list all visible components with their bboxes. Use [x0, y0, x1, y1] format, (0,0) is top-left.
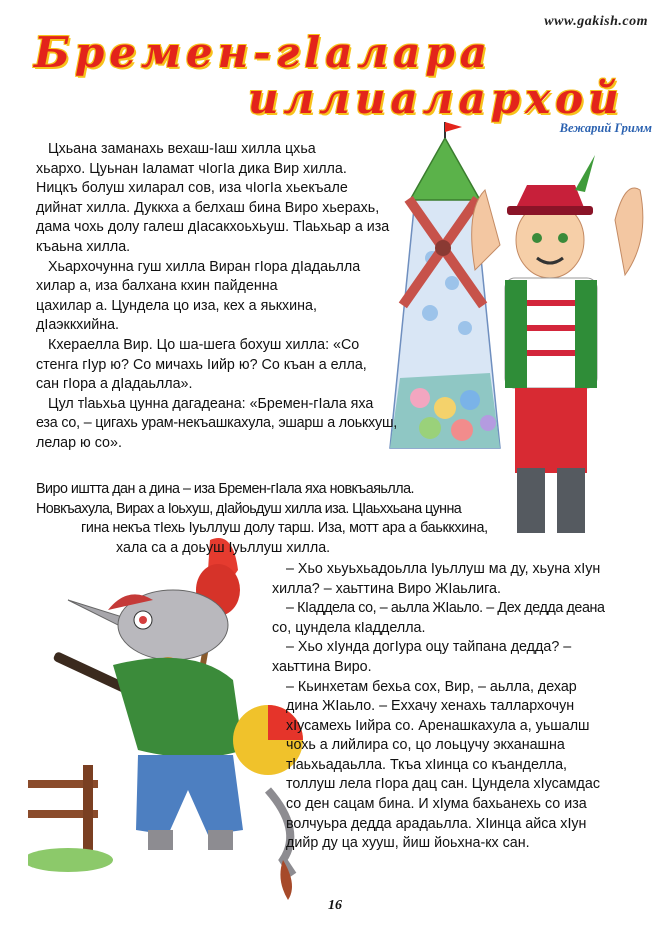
- text-line: хIусамехь Iийра со. Аренашкахула а, уьшалш: [286, 717, 590, 734]
- text-line: – Кьинхетам бехьа сох, Вир, – аьлла, дехар: [286, 678, 577, 695]
- text-line: со ден сацам бина. И хIума бахьанехь со иза: [286, 795, 587, 812]
- text-line: Цул тlаьхьа цунна дагадеана: «Бремен-гIала яха: [48, 395, 374, 412]
- story-text-right: [272, 560, 652, 697]
- text-line: хилла? – хаьттина Виро ЖIаьлига.: [272, 580, 501, 597]
- text-line: Новкъахула, Вирах а Iоьхуш, дIайоьдуш хилла иза. ЦIаьххьана цунна: [36, 500, 462, 517]
- site-url: www.gakish.com: [544, 14, 648, 29]
- text-line: – Хьо хIунда догIура оцу тайпана дедда? –: [286, 639, 572, 656]
- story-text-wide: [36, 480, 488, 558]
- text-line: толлуш лела гIора дац сан. Цундела хIусамдас: [286, 776, 600, 793]
- title-line-2: иллиалархой: [248, 74, 624, 123]
- text-line: хала са а доьуш Iуьллуш хилла.: [116, 539, 331, 556]
- text-line: лелар ю со».: [36, 434, 122, 451]
- text-line: тlаьхьадаьлла. Ткъа хIинца со къанделла,: [286, 756, 568, 773]
- text-line: къаьна хилла.: [36, 238, 131, 255]
- text-line: Кхераелла Вир. Цо ша-шега бохуш хилла: «Со: [48, 336, 360, 353]
- text-line: стенга гIур ю? Со мичахь Iийр ю? Со къан а елла,: [36, 356, 367, 373]
- text-line: дама чохь долу галеш дIасакхоьхьуш. Тlаьхьар а иза: [36, 219, 390, 236]
- text-line: со, цундела кIадделла.: [272, 619, 426, 636]
- story-text: [36, 140, 408, 454]
- text-line: дийр ду ца хууш, йиш йоьхна-кх сан.: [286, 835, 530, 852]
- text-line: – Хьо хьуьхьадоьлла Iуьллуш ма ду, хьуна хIун: [286, 561, 601, 577]
- text-line: еза со, – цигахь урам-некъашкахула, эшарш а лоькхуш,: [36, 415, 398, 432]
- text-line: дийнат хилла. Дуккха а белхаш бина Виро хьерахь,: [36, 199, 380, 216]
- text-line: – КIаддела со, – аьлла ЖIаьло. – Дех дедда деана: [286, 600, 605, 617]
- page-number: 16: [328, 898, 342, 913]
- text-line: волчуьра дедда арадаьлла. ХIинца айса хIун: [286, 815, 587, 832]
- text-line: дIаэккхийна.: [36, 317, 120, 334]
- text-line: Виро иштта дан а дина – иза Бремен-гIала яха новкъаяьлла.: [36, 481, 414, 497]
- text-line: Ницкъ болуш хиларал сов, иза чIогIа хьекъале: [36, 180, 348, 197]
- text-line: хьархо. Цуьнан Iаламат чIогIа дика Вир хилла.: [36, 160, 347, 177]
- story-text-bottom: [286, 697, 656, 854]
- text-line: сан гIора а дIадаьлла».: [36, 376, 193, 393]
- text-line: Цхьана заманахь вехаш-Iаш хилла цхьа: [48, 141, 316, 157]
- text-line: чохь а лийлира со, цо лоьцучу экханашна: [286, 737, 565, 754]
- text-line: Хьархочунна гуш хилла Виран гIора дIадаьлла: [48, 258, 361, 275]
- text-line: хилар а, иза балхана кхин пайденна: [36, 278, 278, 295]
- text-line: цахилар а. Цундела цо иза, кех а яькхина,: [36, 297, 317, 314]
- text-line: дина ЖIаьло. – Еххачу хенахь таллархочун: [286, 698, 575, 714]
- title-line-1: Бремен-гlалара: [34, 28, 493, 77]
- text-line: гина некъа тIехь Iуьллуш долу тарш. Иза, мотт ара а баьккхина,: [81, 520, 488, 537]
- text-line: хаьттина Виро.: [272, 658, 372, 675]
- author-name: Вежарий Гримм: [559, 121, 652, 135]
